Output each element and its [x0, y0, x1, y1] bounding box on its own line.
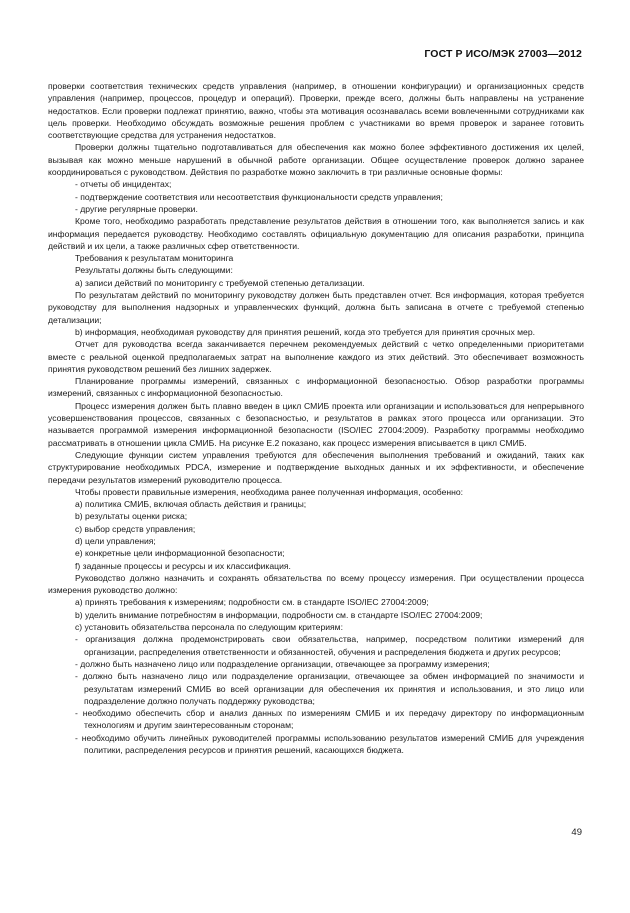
- list-dash-item: - организация должна продемонстрировать свои обязательства, например, посредством политики измерений для организации, распределения ответственности и обязанностей, обучения и распределения бюджета и других ресурсов;: [75, 634, 584, 657]
- list-item: а) политика СМИБ, включая область действия и границы;: [75, 499, 307, 510]
- list-dash-item: - должно быть назначено лицо или подразделение организации, отвечающее за обмен информацией по значимости и результатам измерений СМИБ во всей организации для обеспечения их принятия и использования, и это лицо или подразделение должно получать поддержку руководства;: [75, 671, 584, 706]
- list-item: а) записи действий по мониторингу с требуемой степенью детализации.: [75, 277, 365, 288]
- list-item: b) уделить внимание потребностям в информации, подробности см. в стандарте ISO/IEC 27004:2009;: [75, 609, 483, 620]
- paragraph: b) информация, необходимая руководству для принятия решений, когда это требуется для принятия срочных мер.: [75, 326, 535, 337]
- standard-header: ГОСТ Р ИСО/МЭК 27003—2012: [424, 48, 582, 60]
- paragraph: Кроме того, необходимо разработать представление результатов действия в отношении того, как выполняется запись и как информация передается руководству. Необходимо составлять официальную документацию для описания разработки, принципа действий и их цели, а также различных сфер ответственности.: [48, 216, 584, 251]
- list-item: Требования к результатам мониторинга: [75, 253, 234, 264]
- page-number: 49: [571, 827, 582, 838]
- list-item: Результаты должны быть следующими:: [75, 265, 233, 276]
- list-item: - другие регулярные проверки.: [75, 203, 198, 214]
- paragraph: Отчет для руководства всегда заканчивается перечнем рекомендуемых действий с четко определенными приоритетами вместе с реальной оценкой предполагаемых затрат на выполнение каждого из этих действий. Это обеспечивает возможность принятия руководством решений без лишних задержек.: [48, 339, 584, 374]
- list-item: с) выбор средств управления;: [75, 523, 196, 534]
- list-item: а) принять требования к измерениям; подробности см. в стандарте ISO/IEC 27004:2009;: [75, 597, 429, 608]
- paragraph: Следующие функции систем управления требуются для обеспечения выполнения требований и ожиданий, таких как структурирование необходимых PDCA, измерение и подтверждение выходных данных и их эффективности, и обеспечение передачи результатов измерений руководителю процесса.: [48, 449, 584, 485]
- paragraph: По результатам действий по мониторингу руководству должен быть представлен отчет. Вся информация, которая требуется руководству для выполнения надзорных и управленческих функций, должна быть записана в отчете с требуемой степенью детализации;: [48, 290, 584, 325]
- paragraph: проверки соответствия технических средств управления (например, в отношении конфигурации) и организационных средств управления (например, процессов, процедур и операций). Проверки, прежде всего, должны быть направлены на устранение недостатков. Если проверки подлежат принятию, важно, чтобы эта мотивация осознавалась всеми вовлеченными сотрудниками как цель проверки. Необходимо обсуждать возможные решения проблем с участниками во время проверок и заранее готовить соответствующие средства для устранения недостатков.: [48, 81, 584, 141]
- list-item: - подтверждение соответствия или несоответствия функциональности средств управления;: [75, 191, 443, 202]
- list-item: е) конкретные цели информационной безопасности;: [75, 548, 285, 559]
- list-item: с) установить обязательства персонала по следующим критериям:: [75, 622, 343, 633]
- list-dash-item: - необходимо обучить линейных руководителей программы использованию результатов измерений СМИБ для учреждения политики, распределения ресурсов и принятия решений, касающихся бюджета.: [75, 732, 584, 756]
- paragraph: Процесс измерения должен быть плавно введен в цикл СМИБ проекта или организации и использоваться для непрерывного усовершенствования процессов, связанных с безопасностью, и результатов в рамках этого процесса или организации. Это называется программой измерения информационной безопасности (ISO/IEC 27004:2009). Разработку программы необходимо рассматривать в отношении цикла СМИБ. На рисунке Е.2 показано, как процесс измерения вписывается в цикл СМИБ.: [48, 400, 584, 448]
- list-item: f) заданные процессы и ресурсы и их классификация.: [75, 560, 291, 571]
- paragraph: Руководство должно назначить и сохранять обязательства по всему процессу измерения. При осуществлении процесса измерения руководство должно:: [48, 572, 584, 596]
- list-item: - отчеты об инцидентах;: [75, 179, 172, 190]
- paragraph: Проверки должны тщательно подготавливаться для обеспечения как можно более эффективного достижения их целей, вызывая как можно меньше нарушений в обычной работе организации. Общее осуществление проверок должно заранее координироваться с руководством. Действия по разработке можно заключить в три различные основные формы:: [48, 142, 584, 178]
- paragraph: Планирование программы измерений, связанных с информационной безопасностью. Обзор разработки программы измерений, связанных с информационной безопасностью.: [48, 376, 584, 399]
- list-dash-item: - должно быть назначено лицо или подразделение организации, отвечающее за программу измерения;: [75, 658, 490, 669]
- list-item: d) цели управления;: [75, 535, 156, 546]
- paragraph: Чтобы провести правильные измерения, необходима ранее полученная информация, особенно:: [75, 486, 464, 497]
- body-text: [48, 80, 584, 756]
- list-item: b) результаты оценки риска;: [75, 511, 188, 522]
- list-dash-item: - необходимо обеспечить сбор и анализ данных по измерениям СМИБ и их передачу директору по информационным технологиям и другим заинтересованным сторонам;: [75, 708, 584, 731]
